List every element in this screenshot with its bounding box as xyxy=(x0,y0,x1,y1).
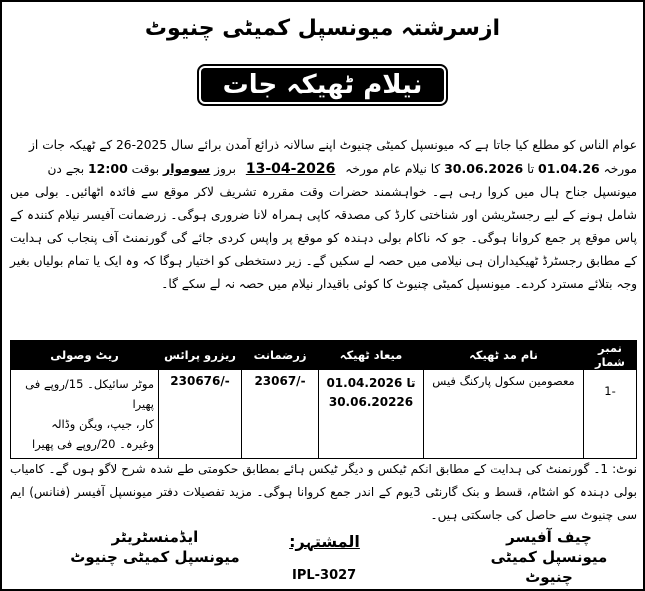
date-from: 01.04.26 xyxy=(538,161,600,176)
sig-right-title: چیف آفیسر xyxy=(506,528,592,546)
ipl-number: IPL-3027 xyxy=(292,568,357,583)
col-contract-name: نام مد ٹھیکہ xyxy=(424,341,584,370)
cell-serial: 1- xyxy=(584,370,637,459)
cell-contract-name: معصومین سکول پارکنگ فیس xyxy=(424,370,584,459)
sig-left-org: میونسپل کمیٹی چنیوٹ xyxy=(70,548,240,566)
auction-date: 13-04-2026 xyxy=(245,161,336,177)
col-security: زرضمانت xyxy=(242,341,319,370)
col-period: میعاد ٹھیکہ xyxy=(319,341,424,370)
rate-line-1: موٹر سائیکل۔ 15/روپے فی پھیرا xyxy=(25,377,154,411)
col-reserve-price: ریزرو پرائس xyxy=(159,341,242,370)
notice-line-2 xyxy=(10,157,637,181)
date-to: 30.06.2026 xyxy=(444,161,524,176)
auction-day: سوموار xyxy=(163,161,211,176)
notice-line-1: عوام الناس کو مطلع کیا جاتا ہے کہ میونسپل کمیٹی چنیوٹ اپنے سالانہ ذرائع آمدن برائے سال 2025-26 کے ٹھیکہ جات از xyxy=(29,138,637,152)
office-header: ازسرشتہ میونسپل کمیٹی چنیوٹ xyxy=(144,16,501,41)
contracts-table xyxy=(10,340,637,459)
text-time-label: بوقت xyxy=(131,162,160,176)
text-date-prefix: مورخہ xyxy=(603,162,637,176)
text-day-label: بروز xyxy=(214,162,236,176)
cell-period xyxy=(319,370,424,459)
signature-administrator xyxy=(70,527,240,567)
cell-reserve-price: 230676/- xyxy=(159,370,242,459)
notice-rest: میونسپل جناح ہال میں کروا رہی ہے۔ خواہشمند حضرات وقت مقررہ تشریف لاکر موقع سے فائدہ اٹھائیں۔ بولی میں شامل ہونے کے لیے رجسٹریشن اور شناختی کارڈ کی مصدقہ کاپی ہمراہ لانا ضروری ہوگی۔ زرضمانت آفیسر نیلام کنندہ کے پاس موقع پر جمع کروانا ہوگی۔ جو کہ ناکام بولی دہندہ کو موقع پر واپس کردی جائے گی گورنمنٹ آف پنجاب کی ہدایت کے مطابق رجسٹرڈ ٹھیکیداران ہی نیلامی میں حصہ لے سکیں گے۔ زیر دستخطی کو اختیار ہوگا کہ وہ ایک یا تمام بولیاں بغیر وجہ بتلائے مسترد کردے۔ میونسپل کمیٹی چنیوٹ کا کوئی باقیدار نیلام میں حصہ نہ لے سکے گا۔ xyxy=(10,185,637,291)
title-banner-wrap xyxy=(2,68,643,102)
sig-right-org: میونسپل کمیٹی چنیوٹ xyxy=(490,548,608,586)
table-header-row xyxy=(11,341,637,370)
title-banner: نیلام ٹھیکہ جات xyxy=(201,68,445,102)
text-time-suffix: بجے دن xyxy=(47,162,85,176)
signature-chief-officer xyxy=(469,527,629,587)
period-from: 01.04.2026 تا xyxy=(326,376,416,390)
rate-line-2: کار، جیپ، ویگن وڈالہ وغیرہ۔ 20/روپے فی پھیرا xyxy=(32,417,154,451)
col-serial: نمبر شمار xyxy=(584,341,637,370)
period-to: 30.06.20226 xyxy=(328,395,414,409)
auction-time: 12:00 xyxy=(87,161,128,176)
note-text: نوٹ: 1۔ گورنمنٹ کی ہدایت کے مطابق انکم ٹیکس و دیگر ٹیکس ہائے بمطابق حکومتی طے شدہ شرح لاگو ہوں گے۔ کامیاب بولی دہندہ کو اشٹام، قسط و بنک گارنٹی 3یوم کے اندر جمع کروانا ہوگی۔ مزید تفصیلات دفتر میونسپل آفیسر (فنانس) ایم سی چنیوٹ سے حاصل کی جاسکتی ہیں۔ xyxy=(10,462,638,522)
advertiser-label: المشتہر: xyxy=(289,532,360,551)
cell-security: 23067/- xyxy=(242,370,319,459)
col-rate: ریٹ وصولی xyxy=(11,341,159,370)
table-row xyxy=(11,370,637,459)
text-to: تا xyxy=(527,162,535,176)
sig-left-title: ایڈمنسٹریٹر xyxy=(111,528,199,546)
text-auction-date-label: کا نیلام عام مورخہ xyxy=(345,162,441,176)
notice-body xyxy=(10,134,637,296)
cell-rate xyxy=(11,370,159,459)
